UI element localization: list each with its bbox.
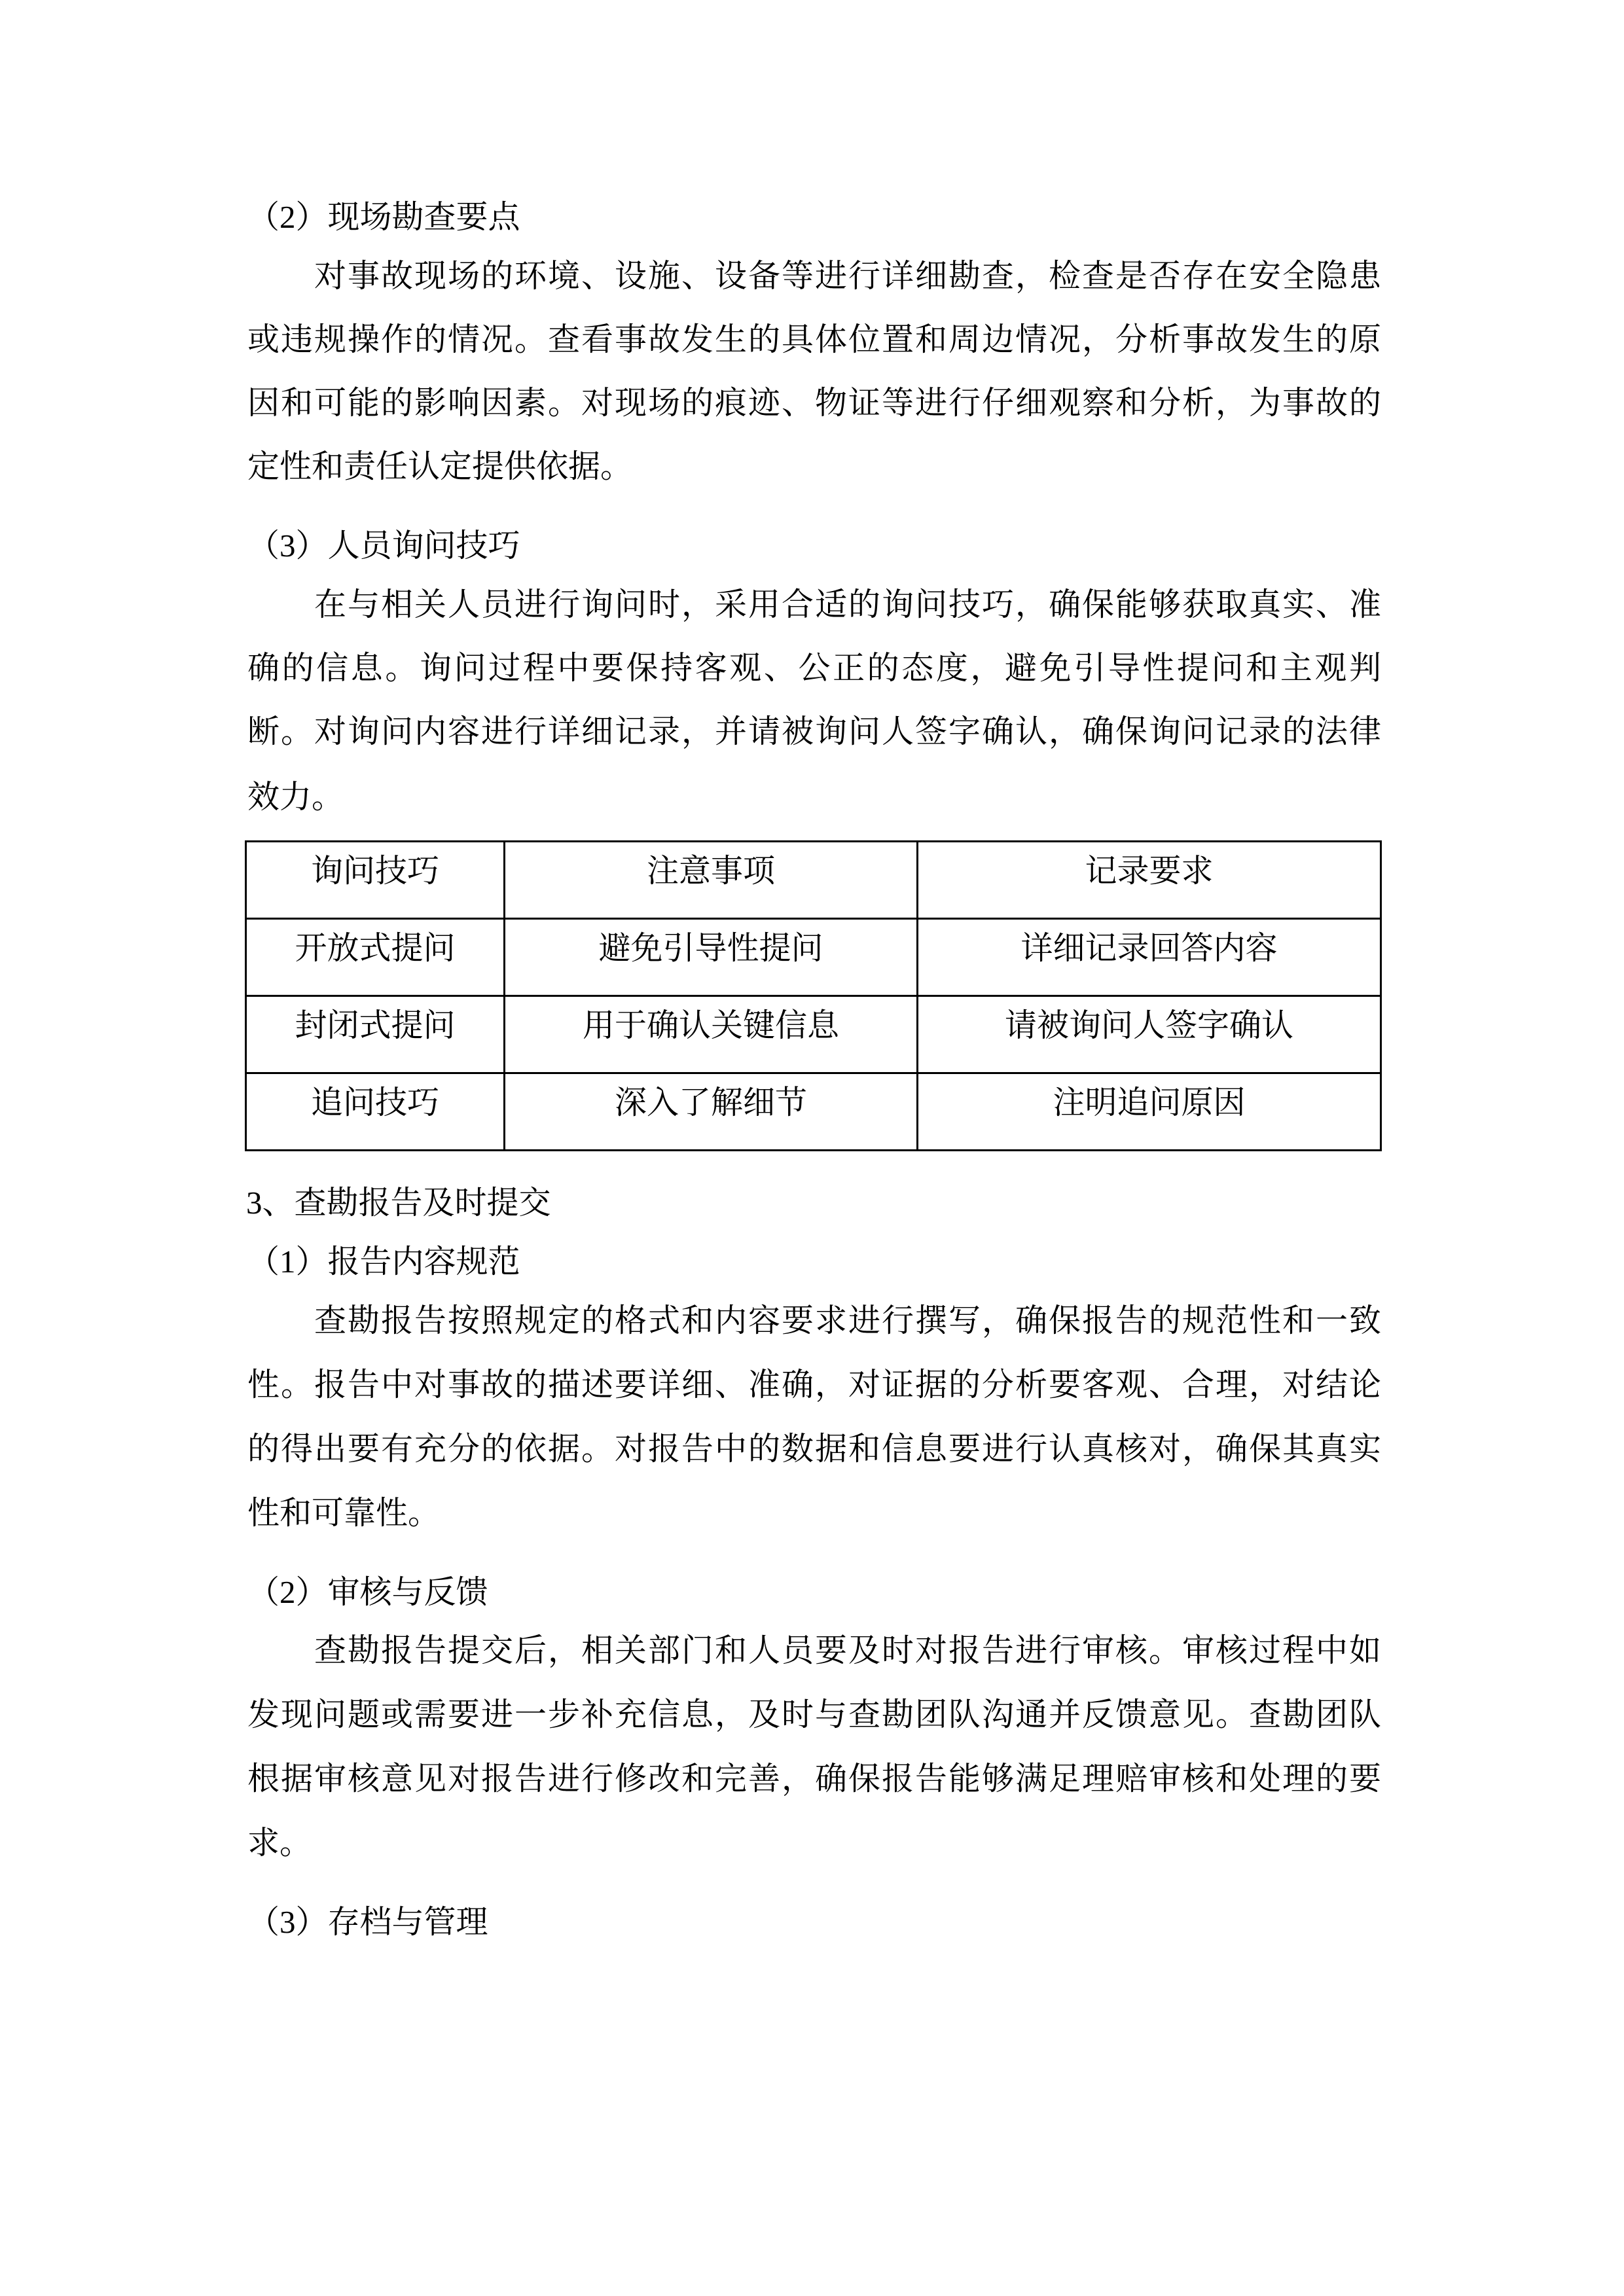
table-header-cell: 记录要求 [918, 842, 1381, 919]
table-cell: 注明追问原因 [918, 1073, 1381, 1151]
paragraph-line: 确的信息。询问过程中要保持客观、公正的态度，避免引导性提问和主观判 [247, 650, 1381, 686]
paragraph-line: 性和可靠性。 [247, 1495, 441, 1531]
subsection-heading-archive-management: （3）存档与管理 [247, 1904, 488, 1940]
table-header-row [246, 842, 1381, 919]
table-cell: 请被询问人签字确认 [918, 996, 1381, 1073]
table-row [246, 996, 1381, 1073]
table-cell: 深入了解细节 [505, 1073, 918, 1151]
paragraph-line: 在与相关人员进行询问时，采用合适的询问技巧，确保能够获取真实、准 [314, 586, 1381, 622]
paragraph-line: 断。对询问内容进行详细记录，并请被询问人签字确认，确保询问记录的法律 [247, 713, 1381, 749]
table-cell: 详细记录回答内容 [918, 919, 1381, 996]
subsection-heading-report-content: （1）报告内容规范 [247, 1244, 520, 1280]
interview-skills-table [245, 840, 1382, 1151]
paragraph-line: 因和可能的影响因素。对现场的痕迹、物证等进行仔细观察和分析，为事故的 [247, 385, 1381, 421]
chapter-heading: 3、查勘报告及时提交 [246, 1185, 551, 1221]
paragraph-line: 定性和责任认定提供依据。 [247, 448, 633, 484]
table-cell: 追问技巧 [246, 1073, 505, 1151]
paragraph-line: 对事故现场的环境、设施、设备等进行详细勘查，检查是否存在安全隐患 [314, 258, 1381, 294]
paragraph-line: 求。 [247, 1825, 312, 1861]
paragraph-line: 性。报告中对事故的描述要详细、准确，对证据的分析要客观、合理，对结论 [247, 1367, 1381, 1403]
paragraph-line: 发现问题或需要进一步补充信息，及时与查勘团队沟通并反馈意见。查勘团队 [247, 1696, 1381, 1732]
paragraph-line: 的得出要有充分的依据。对报告中的数据和信息要进行认真核对，确保其真实 [247, 1431, 1381, 1467]
section-heading-interview-skills: （3）人员询问技巧 [247, 528, 520, 564]
table-row [246, 1073, 1381, 1151]
table-header-cell: 询问技巧 [246, 842, 505, 919]
table-cell: 用于确认关键信息 [505, 996, 918, 1073]
table-cell: 开放式提问 [246, 919, 505, 996]
paragraph-line: 根据审核意见对报告进行修改和完善，确保报告能够满足理赔审核和处理的要 [247, 1761, 1381, 1797]
table-cell: 避免引导性提问 [505, 919, 918, 996]
table-cell: 封闭式提问 [246, 996, 505, 1073]
subsection-heading-review-feedback: （2）审核与反馈 [247, 1574, 488, 1610]
paragraph-line: 查勘报告提交后，相关部门和人员要及时对报告进行审核。审核过程中如 [314, 1632, 1381, 1668]
table-row [246, 919, 1381, 996]
paragraph-line: 或违规操作的情况。查看事故发生的具体位置和周边情况，分析事故发生的原 [247, 321, 1381, 357]
table-header-cell: 注意事项 [505, 842, 918, 919]
paragraph-line: 查勘报告按照规定的格式和内容要求进行撰写，确保报告的规范性和一致 [314, 1302, 1381, 1338]
section-heading-site-inspection: （2）现场勘查要点 [247, 199, 520, 235]
paragraph-line: 效力。 [247, 779, 344, 815]
